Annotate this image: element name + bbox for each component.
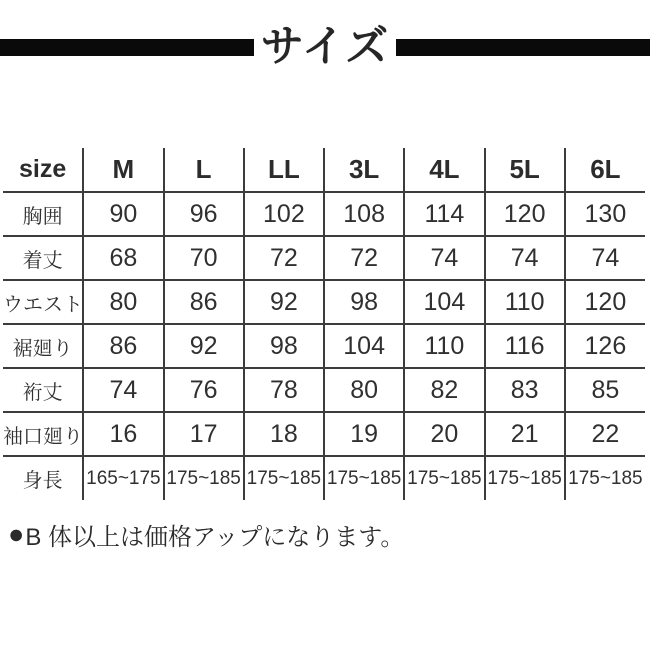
- value-cell: 104: [404, 280, 484, 324]
- table-row: [3, 456, 645, 500]
- header-row: [3, 148, 645, 192]
- value-cell: 110: [485, 280, 565, 324]
- value-cell: 126: [565, 324, 645, 368]
- row-label: 胸囲: [3, 192, 83, 236]
- value-cell: 76: [164, 368, 244, 412]
- value-cell: 72: [324, 236, 404, 280]
- value-cell: 175~185: [324, 456, 404, 500]
- value-cell: 16: [83, 412, 163, 456]
- value-cell: 175~185: [244, 456, 324, 500]
- value-cell: 78: [244, 368, 324, 412]
- row-label: 着丈: [3, 236, 83, 280]
- value-cell: 19: [324, 412, 404, 456]
- value-cell: 175~185: [404, 456, 484, 500]
- value-cell: 80: [324, 368, 404, 412]
- value-cell: 96: [164, 192, 244, 236]
- value-cell: 90: [83, 192, 163, 236]
- header-size: size: [3, 148, 83, 192]
- value-cell: 74: [565, 236, 645, 280]
- value-cell: 175~185: [565, 456, 645, 500]
- value-cell: 74: [485, 236, 565, 280]
- value-cell: 104: [324, 324, 404, 368]
- size-chart-page: [0, 16, 650, 552]
- value-cell: 83: [485, 368, 565, 412]
- header-l: L: [164, 148, 244, 192]
- bullet-icon: ●: [8, 519, 25, 549]
- value-cell: 80: [83, 280, 163, 324]
- row-label: ウエスト: [3, 280, 83, 324]
- value-cell: 120: [565, 280, 645, 324]
- table-row: [3, 324, 645, 368]
- value-cell: 130: [565, 192, 645, 236]
- value-cell: 85: [565, 368, 645, 412]
- size-table: [3, 148, 645, 500]
- value-cell: 165~175: [83, 456, 163, 500]
- table-row: [3, 192, 645, 236]
- header-5l: 5L: [485, 148, 565, 192]
- header-4l: 4L: [404, 148, 484, 192]
- value-cell: 18: [244, 412, 324, 456]
- title-divider-right: [396, 39, 650, 56]
- footnote-text: B 体以上は価格アップになります。: [25, 524, 405, 551]
- value-cell: 92: [164, 324, 244, 368]
- table-body: [3, 192, 645, 500]
- title-section: [0, 16, 650, 78]
- row-label: 袖口廻り: [3, 412, 83, 456]
- value-cell: 86: [83, 324, 163, 368]
- table-row: [3, 412, 645, 456]
- value-cell: 68: [83, 236, 163, 280]
- row-label: 裾廻り: [3, 324, 83, 368]
- value-cell: 72: [244, 236, 324, 280]
- value-cell: 116: [485, 324, 565, 368]
- value-cell: 114: [404, 192, 484, 236]
- title-divider-left: [0, 39, 254, 56]
- value-cell: 102: [244, 192, 324, 236]
- table-head: [3, 148, 645, 192]
- value-cell: 70: [164, 236, 244, 280]
- table-row: [3, 236, 645, 280]
- page-title: サイズ: [260, 22, 390, 71]
- value-cell: 82: [404, 368, 484, 412]
- value-cell: 175~185: [485, 456, 565, 500]
- table-row: [3, 280, 645, 324]
- value-cell: 120: [485, 192, 565, 236]
- value-cell: 74: [83, 368, 163, 412]
- header-3l: 3L: [324, 148, 404, 192]
- value-cell: 22: [565, 412, 645, 456]
- row-label: 裄丈: [3, 368, 83, 412]
- value-cell: 98: [244, 324, 324, 368]
- header-m: M: [83, 148, 163, 192]
- value-cell: 175~185: [164, 456, 244, 500]
- value-cell: 92: [244, 280, 324, 324]
- value-cell: 21: [485, 412, 565, 456]
- value-cell: 108: [324, 192, 404, 236]
- value-cell: 74: [404, 236, 484, 280]
- footnote: [8, 517, 650, 552]
- value-cell: 86: [164, 280, 244, 324]
- value-cell: 20: [404, 412, 484, 456]
- header-6l: 6L: [565, 148, 645, 192]
- header-ll: LL: [244, 148, 324, 192]
- value-cell: 98: [324, 280, 404, 324]
- value-cell: 110: [404, 324, 484, 368]
- value-cell: 17: [164, 412, 244, 456]
- table-row: [3, 368, 645, 412]
- row-label: 身長: [22, 470, 63, 492]
